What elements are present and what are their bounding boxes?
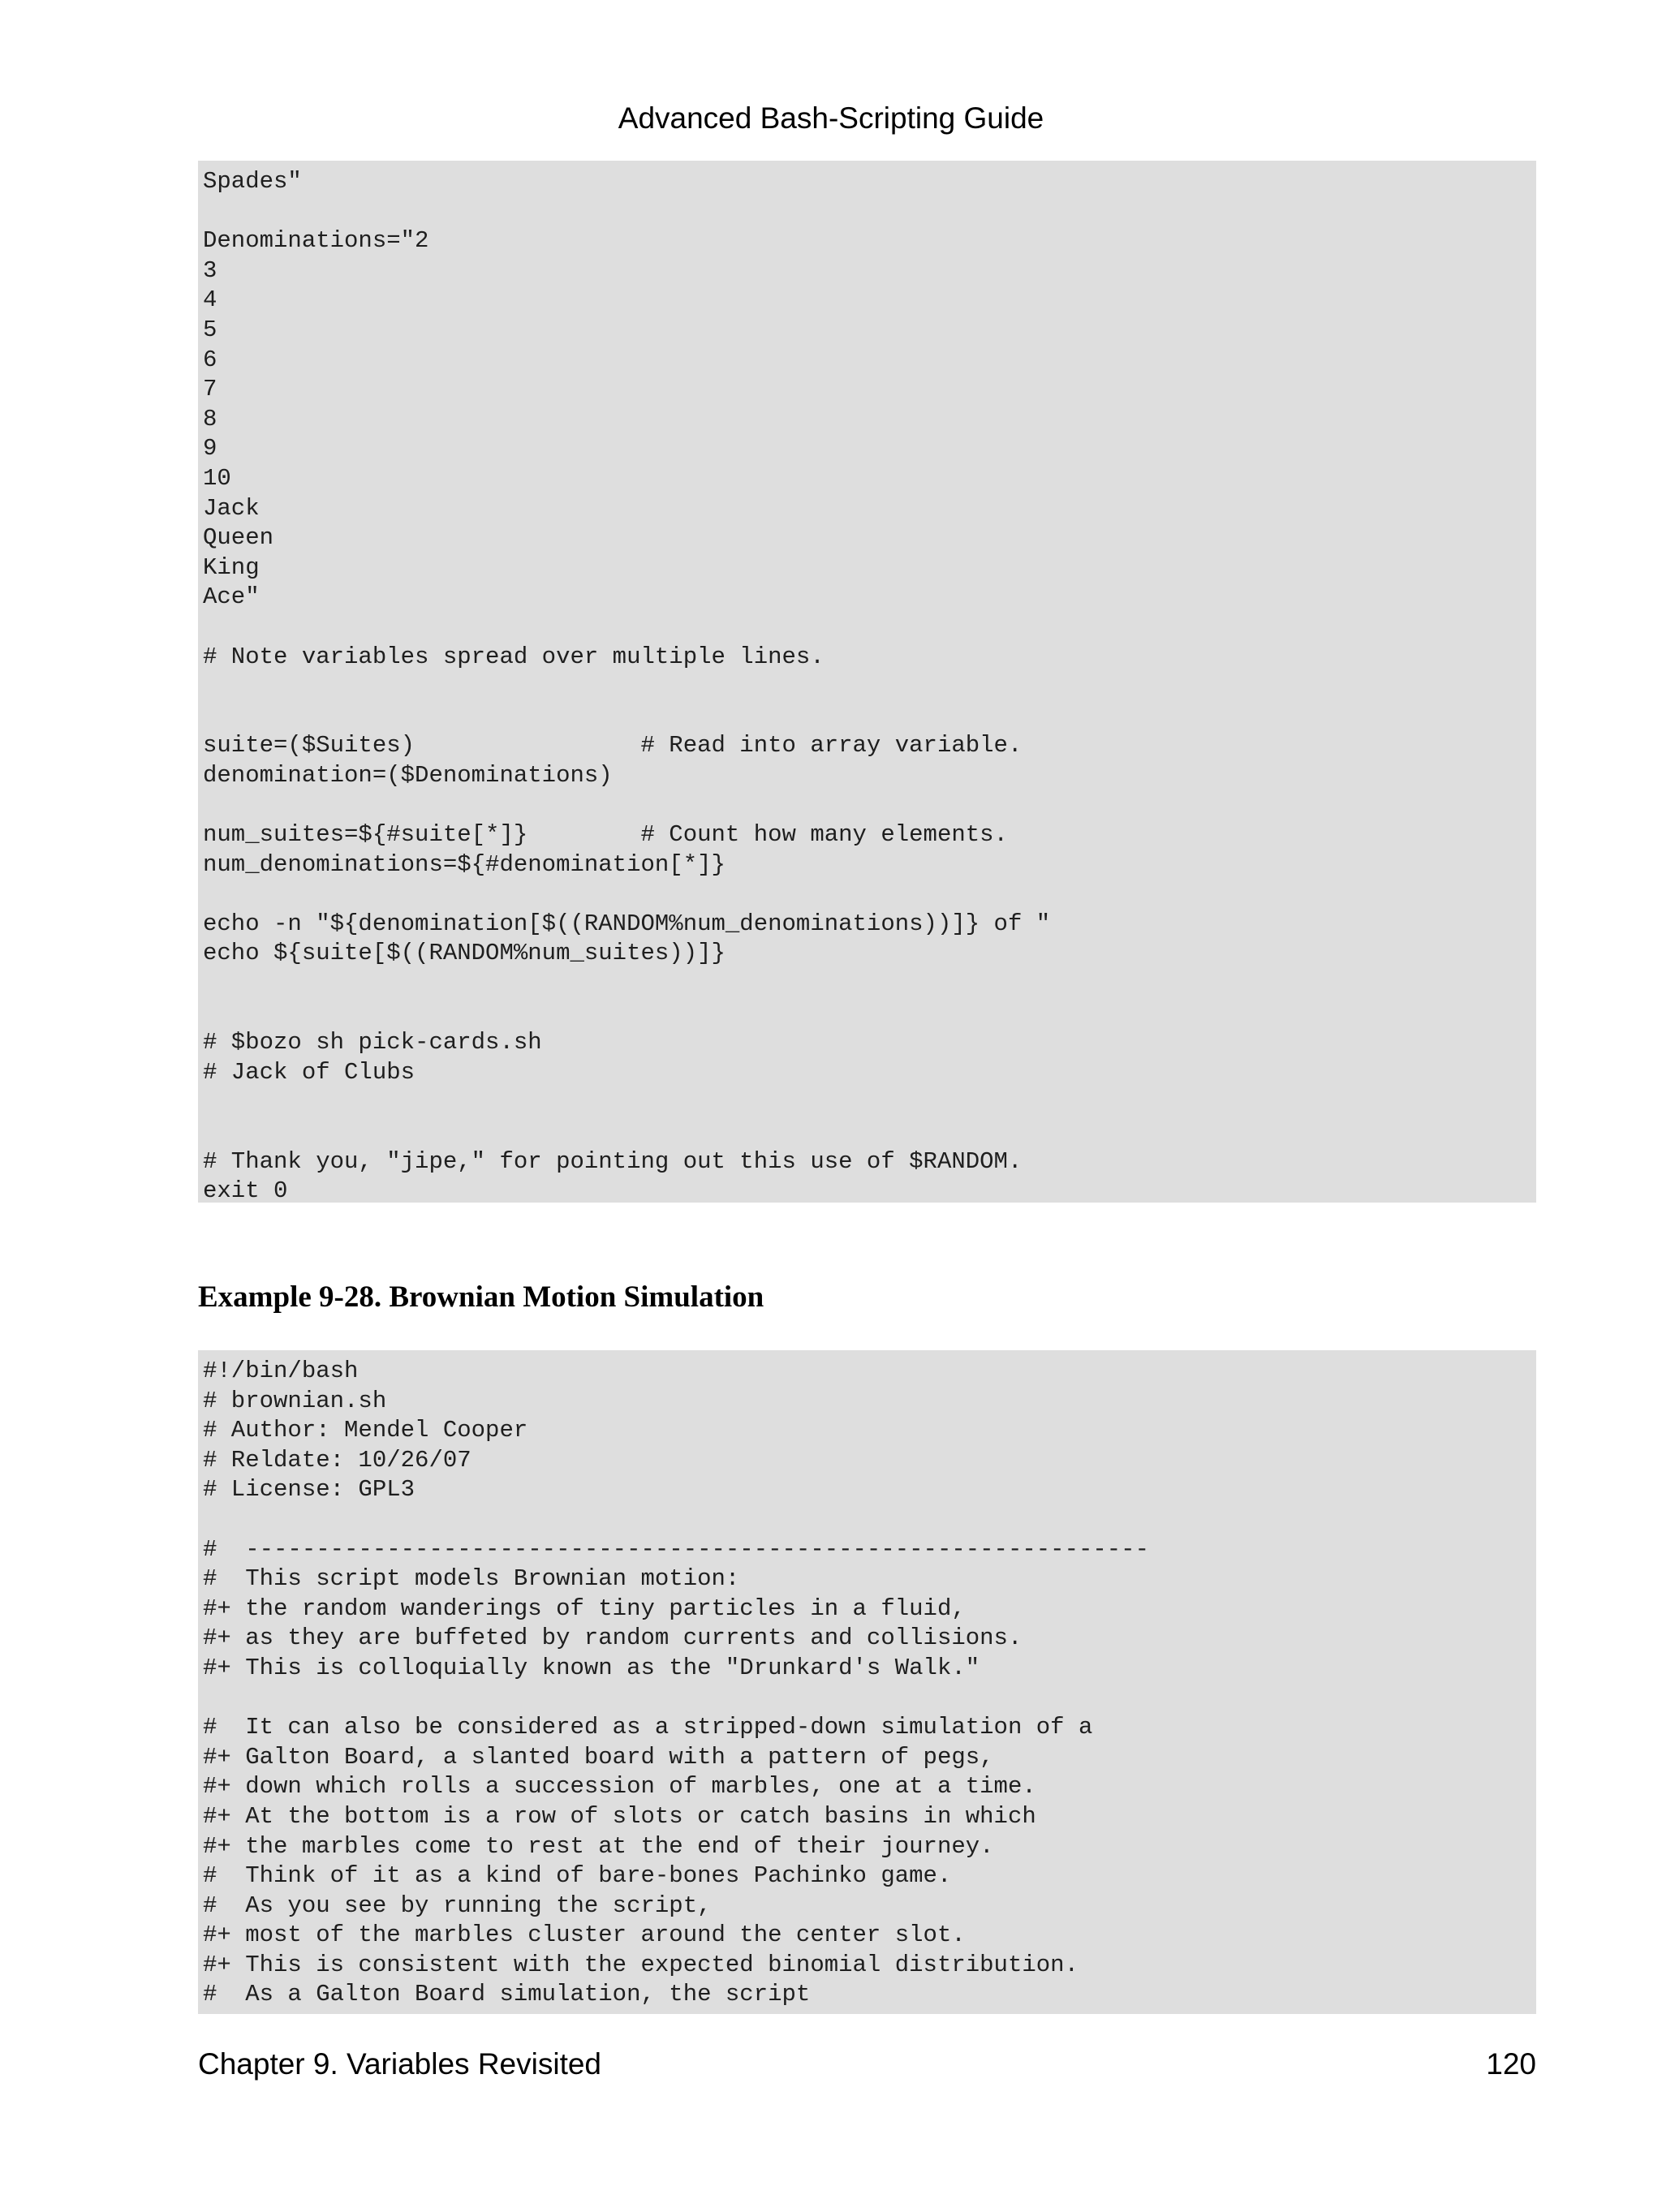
running-header: Advanced Bash-Scripting Guide	[618, 101, 1044, 135]
code-line	[203, 1505, 1531, 1535]
code-block-brownian	[198, 1350, 1536, 2014]
code-line: #+ as they are buffeted by random currents and collisions.	[203, 1625, 1023, 1652]
code-line	[203, 1087, 1531, 1117]
code-line	[203, 1684, 1531, 1714]
code-line: denomination=($Denominations)	[203, 761, 613, 789]
code-line: Jack	[203, 494, 260, 522]
code-line: num_denominations=${#denomination[*]}	[203, 850, 726, 878]
code-line: 5	[203, 316, 217, 343]
code-line: # It can also be considered as a stripped-down simulation of a	[203, 1714, 1093, 1741]
code-line: # Note variables spread over multiple lines.	[203, 643, 825, 670]
code-line	[203, 672, 1531, 702]
code-line: # License: GPL3	[203, 1476, 416, 1504]
code-line: num_suites=${#suite[*]} # Count how many elements.	[203, 821, 1008, 849]
code-line: #+ This is consistent with the expected binomial distribution.	[203, 1951, 1079, 1978]
code-line	[203, 999, 1531, 1029]
code-line: #+ This is colloquially known as the "Drunkard's Walk."	[203, 1654, 980, 1681]
code-line: 6	[203, 346, 217, 373]
code-line	[203, 613, 1531, 643]
code-line: #+ At the bottom is a row of slots or catch basins in which	[203, 1802, 1036, 1830]
code-line: # Thank you, "jipe," for pointing out this use of $RANDOM.	[203, 1147, 1023, 1175]
code-line: # Think of it as a kind of bare-bones Pachinko game.	[203, 1862, 952, 1890]
code-line: # brownian.sh	[203, 1387, 387, 1414]
code-line: 9	[203, 435, 217, 463]
code-line: King	[203, 553, 260, 581]
code-line	[203, 1117, 1531, 1147]
code-line: # Reldate: 10/26/07	[203, 1446, 471, 1474]
code-line: exit 0	[203, 1177, 288, 1203]
code-block-pick-cards	[198, 161, 1536, 1203]
code-line: 7	[203, 376, 217, 403]
code-line	[203, 702, 1531, 732]
code-line: #!/bin/bash	[203, 1358, 359, 1384]
code-line: #+ the marbles come to rest at the end of their journey.	[203, 1832, 994, 1860]
code-line: #+ down which rolls a succession of marbles, one at a time.	[203, 1773, 1036, 1801]
example-title: Example 9-28. Brownian Motion Simulation	[198, 1280, 764, 1314]
code-line: #+ Galton Board, a slanted board with a pattern of pegs,	[203, 1743, 994, 1771]
code-line: echo -n "${denomination[$((RANDOM%num_denominations))]} of "	[203, 910, 1051, 937]
code-line: # As a Galton Board simulation, the script	[203, 1981, 811, 2008]
code-line: 4	[203, 286, 217, 314]
code-line: #+ the random wanderings of tiny particles in a fluid,	[203, 1594, 966, 1622]
code-line: Spades"	[203, 168, 302, 195]
code-line: # Jack of Clubs	[203, 1058, 416, 1086]
footer-page-number: 120	[1486, 2047, 1536, 2081]
code-line: # $bozo sh pick-cards.sh	[203, 1029, 542, 1057]
code-line: # As you see by running the script,	[203, 1891, 712, 1919]
code-line: Denominations="2	[203, 227, 429, 255]
code-line: # ----------------------------------------------------------------	[203, 1535, 1149, 1563]
code-line: Queen	[203, 524, 274, 552]
code-line: 8	[203, 405, 217, 433]
code-line	[203, 197, 1531, 227]
code-line: echo ${suite[$((RANDOM%num_suites))]}	[203, 940, 726, 967]
code-line	[203, 880, 1531, 910]
footer-chapter-title: Chapter 9. Variables Revisited	[198, 2047, 602, 2081]
code-line	[203, 969, 1531, 999]
code-line: 10	[203, 464, 231, 492]
code-line	[203, 790, 1531, 820]
code-line: # This script models Brownian motion:	[203, 1565, 740, 1593]
code-line: # Author: Mendel Cooper	[203, 1417, 528, 1444]
code-line: #+ most of the marbles cluster around the center slot.	[203, 1922, 966, 1949]
code-line: suite=($Suites) # Read into array variable.	[203, 732, 1023, 760]
code-line: Ace"	[203, 583, 260, 611]
code-line: 3	[203, 256, 217, 284]
